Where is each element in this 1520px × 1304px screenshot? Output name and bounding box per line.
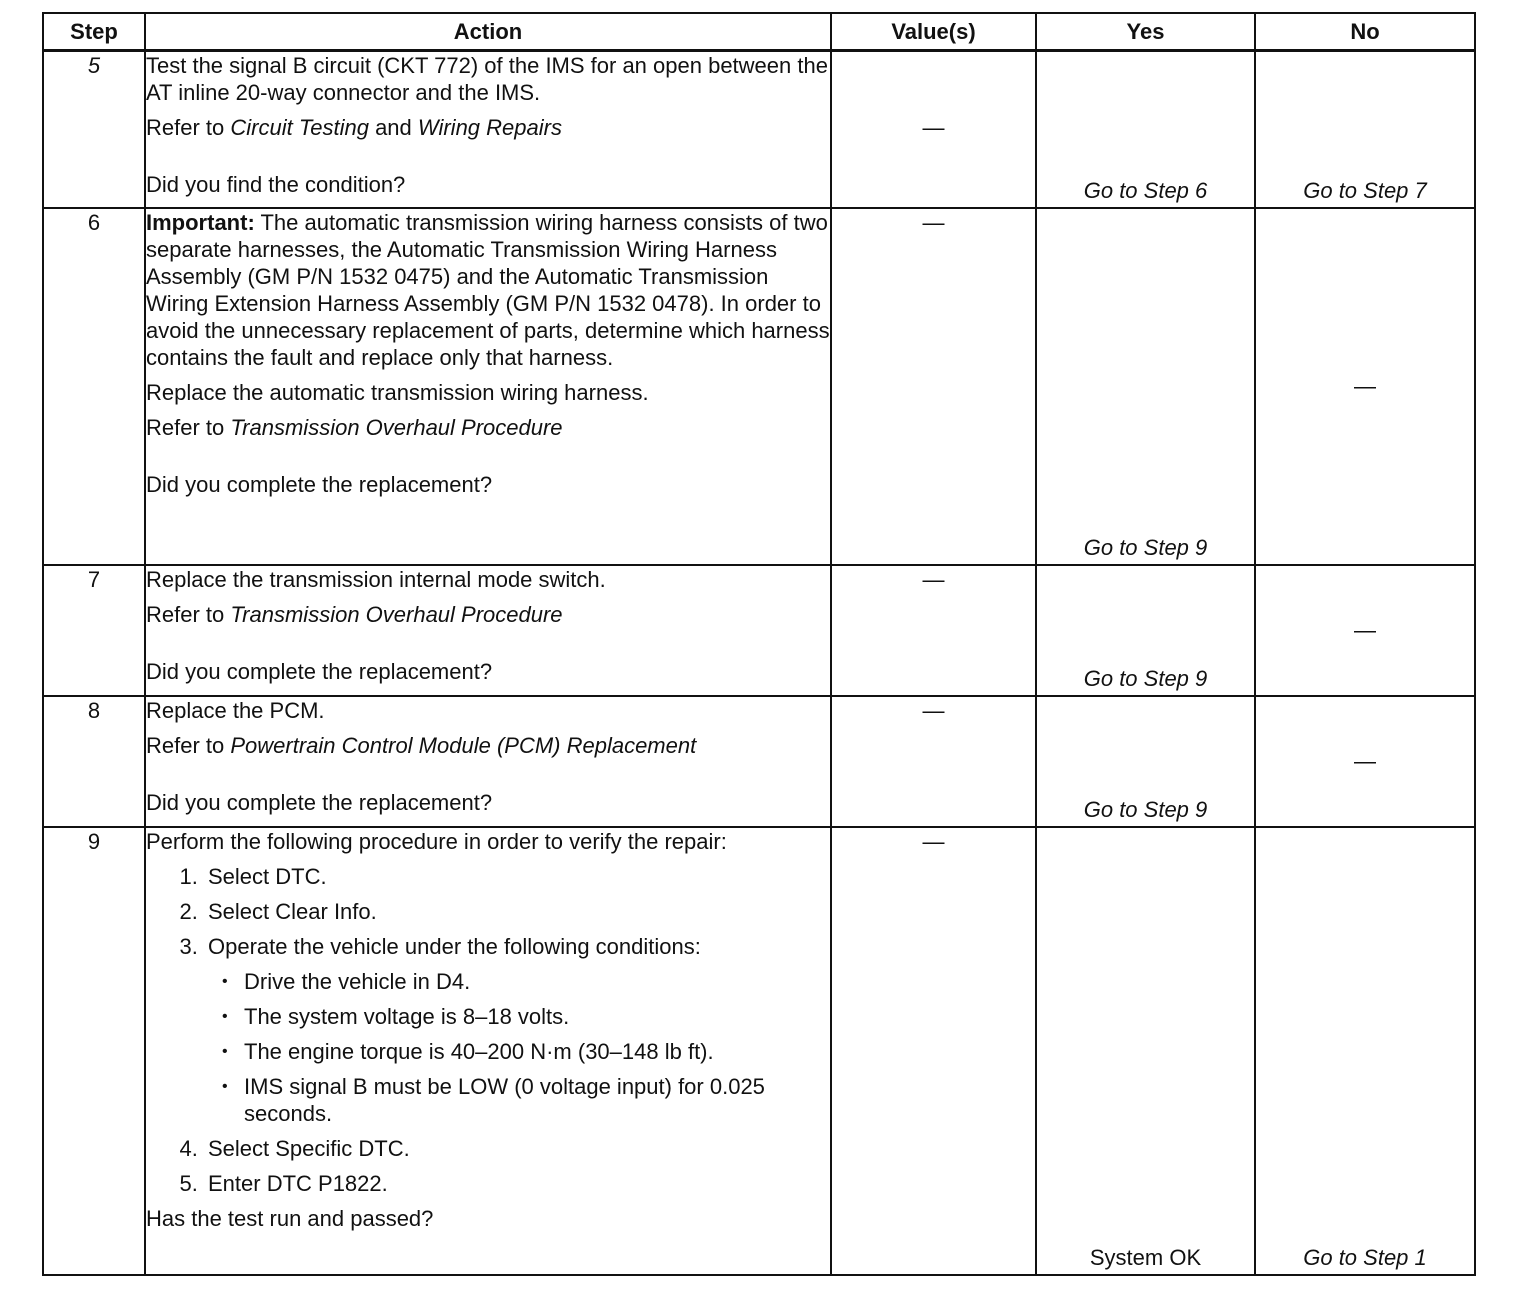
no-cell — [1255, 827, 1475, 1275]
action-text: Test the signal B circuit (CKT 772) of the IMS for an open between the AT inline 20-way connector and the IMS. — [146, 53, 828, 105]
reference-prefix: Refer to — [146, 601, 231, 627]
table-row-step-6 — [43, 208, 1475, 565]
reference-line — [146, 114, 830, 141]
header-no: No — [1255, 13, 1475, 51]
header-values: Value(s) — [831, 13, 1036, 51]
action-text: Replace the PCM. — [146, 697, 325, 723]
reference-link[interactable]: Transmission Overhaul Procedure — [230, 601, 563, 627]
header-yes: Yes — [1036, 13, 1255, 51]
procedure-list — [146, 863, 830, 1197]
action-cell — [145, 208, 831, 565]
important-note — [146, 209, 830, 371]
em-dash: — — [1354, 617, 1376, 643]
condition-item: • The system voltage is 8–18 volts. — [220, 1003, 830, 1030]
reference-line — [146, 732, 830, 759]
yes-cell — [1036, 51, 1255, 208]
em-dash: — — [1354, 748, 1376, 774]
no-cell — [1255, 565, 1475, 696]
action-text: Replace the transmission internal mode switch. — [146, 566, 606, 592]
reference-link[interactable]: Circuit Testing — [230, 115, 369, 140]
conditions-list — [208, 968, 830, 1127]
important-text: The automatic transmission wiring harness consists of two separate harnesses, the Automatic Transmission Wiring Harness Assembly (GM P/N 1532 0475) and the Automatic Transmission Wiring Extension Harness Assembly (GM P/N 1532 0478). In order to avoid the unnecessary replacement of parts, determine which harness contains the fault and replace only that harness. — [146, 209, 830, 370]
action-intro: Perform the following procedure in order to verify the repair: — [146, 828, 727, 854]
value-cell — [831, 565, 1036, 696]
yes-result: System OK — [1089, 1244, 1202, 1270]
step-number: 9 — [43, 827, 145, 1275]
no-result: Go to Step 7 — [1303, 177, 1427, 203]
reference-line — [146, 601, 830, 628]
procedure-item — [204, 933, 830, 1127]
action-cell — [145, 51, 831, 208]
procedure-item: 4. Select Specific DTC. — [204, 1135, 830, 1162]
reference-prefix: Refer to — [146, 115, 231, 140]
procedure-item: 2. Select Clear Info. — [204, 898, 830, 925]
action-cell — [145, 565, 831, 696]
question-text: Has the test run and passed? — [146, 1205, 434, 1231]
reference-line — [146, 414, 830, 441]
no-cell — [1255, 51, 1475, 208]
yes-cell — [1036, 565, 1255, 696]
em-dash: — — [922, 115, 945, 140]
value-cell — [831, 208, 1036, 565]
procedure-item: 5. Enter DTC P1822. — [204, 1170, 830, 1197]
em-dash: — — [922, 209, 945, 235]
header-action: Action — [145, 13, 831, 51]
value-cell — [831, 827, 1036, 1275]
value-cell — [831, 696, 1036, 827]
question-text: Did you find the condition? — [146, 172, 406, 197]
reference-prefix: Refer to — [146, 732, 231, 758]
no-result: Go to Step 1 — [1303, 1244, 1427, 1270]
table-row-step-8 — [43, 696, 1475, 827]
question-text: Did you complete the replacement? — [146, 471, 493, 497]
yes-cell — [1036, 827, 1255, 1275]
clipped-text-line — [146, 141, 830, 149]
reference-link[interactable]: Transmission Overhaul Procedure — [230, 414, 563, 440]
table-row-step-9 — [43, 827, 1475, 1275]
condition-item: • The engine torque is 40–200 N·m (30–148 lb ft). — [220, 1038, 830, 1065]
diagnostic-table — [42, 12, 1476, 1276]
question-text: Did you complete the replacement? — [146, 789, 493, 815]
yes-result: Go to Step 9 — [1083, 796, 1208, 822]
yes-cell — [1036, 696, 1255, 827]
question-text: Did you complete the replacement? — [146, 658, 493, 684]
table-row-step-7 — [43, 565, 1475, 696]
yes-cell — [1036, 208, 1255, 565]
step-number: 7 — [43, 565, 145, 696]
condition-item: • Drive the vehicle in D4. — [220, 968, 830, 995]
step-number: 5 — [43, 51, 145, 208]
header-step: Step — [43, 13, 145, 51]
reference-prefix: Refer to — [146, 414, 231, 440]
no-cell — [1255, 696, 1475, 827]
procedure-item-text: Operate the vehicle under the following conditions: — [208, 933, 701, 959]
yes-result: Go to Step 6 — [1083, 177, 1208, 203]
action-cell — [145, 696, 831, 827]
em-dash: — — [1354, 373, 1376, 399]
value-cell — [831, 51, 1036, 208]
step-number: 6 — [43, 208, 145, 565]
important-label: Important: — [146, 209, 255, 235]
action-text: Replace the automatic transmission wiring harness. — [146, 379, 649, 405]
em-dash: — — [922, 828, 945, 854]
yes-result: Go to Step 9 — [1083, 665, 1208, 691]
procedure-item: 1. Select DTC. — [204, 863, 830, 890]
action-cell — [145, 827, 831, 1275]
reference-link[interactable]: Powertrain Control Module (PCM) Replacement — [230, 732, 697, 758]
em-dash: — — [922, 566, 945, 592]
reference-conjunction: and — [368, 115, 418, 140]
no-cell — [1255, 208, 1475, 565]
step-number: 8 — [43, 696, 145, 827]
reference-link[interactable]: Wiring Repairs — [417, 115, 562, 140]
condition-item: • IMS signal B must be LOW (0 voltage input) for 0.025 seconds. — [220, 1073, 830, 1127]
yes-result: Go to Step 9 — [1083, 534, 1208, 560]
em-dash: — — [922, 697, 945, 723]
table-row-step-5 — [43, 51, 1475, 208]
header-row — [43, 13, 1475, 51]
